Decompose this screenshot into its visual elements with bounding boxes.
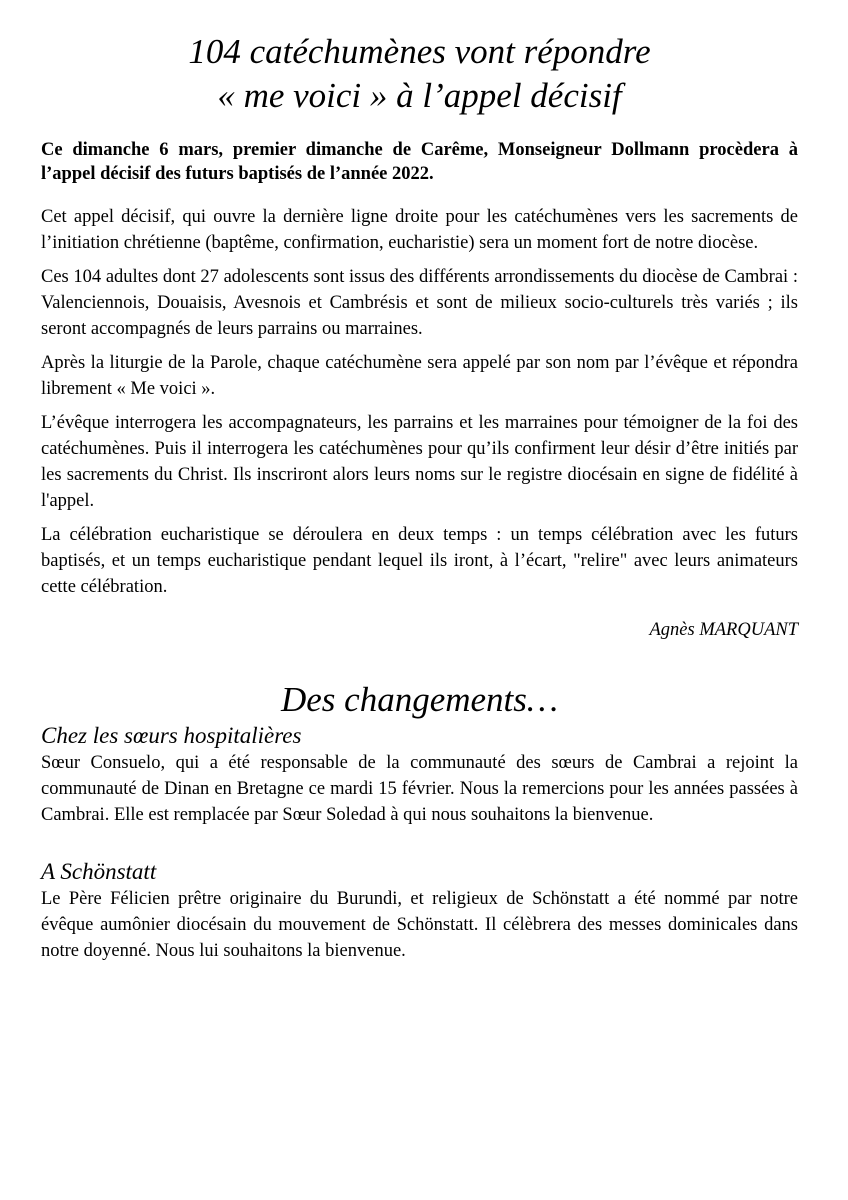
- article-title: [41, 30, 798, 118]
- page: [41, 30, 798, 964]
- article-title-line-2: « me voici » à l’appel décisif: [217, 76, 622, 115]
- author-signature: Agnès MARQUANT: [649, 620, 798, 640]
- article-paragraph-2: Ces 104 adultes dont 27 adolescents sont issus des différents arrondissements du diocèse de Cambrai : Valenciennois, Douaisis, Avesnois et Cambrésis et sont de milieux socio-culturels très variés ; ils seront accompagnés de leurs parrains ou marraines.: [41, 267, 798, 339]
- changes-title: Des changements…: [280, 680, 559, 719]
- article-title-line-1: 104 catéchumènes vont répondre: [188, 32, 651, 71]
- article-paragraph-5: La célébration eucharistique se déroulera en deux temps : un temps célébration avec les futurs baptisés, et un temps eucharistique pendant lequel ils iront, à l’écart, "relire" avec leurs animateurs cette célébration.: [41, 525, 798, 597]
- section-text-schonstatt: Le Père Félicien prêtre originaire du Burundi, et religieux de Schönstatt a été nommé par notre évêque aumônier diocésain du mouvement de Schönstatt. Il célèbrera des messes dominicales dans notre doyenné. Nous lui souhaitons la bienvenue.: [41, 889, 798, 961]
- section-heading-schonstatt: A Schönstatt: [41, 859, 157, 884]
- section-text-soeurs: Sœur Consuelo, qui a été responsable de la communauté des sœurs de Cambrai a rejoint la communauté de Dinan en Bretagne ce mardi 15 février. Nous la remercions pour les années passées à Cambrai. Elle est remplacée par Sœur Soledad à qui nous souhaitons la bienvenue.: [41, 753, 798, 825]
- article-paragraph-4: L’évêque interrogera les accompagnateurs, les parrains et les marraines pour témoigner de la foi des catéchumènes. Puis il interrogera les catéchumènes pour qu’ils confirment leur désir d’être initiés par les sacrements du Christ. Ils inscriront alors leurs noms sur le registre diocésain en signe de fidélité à l'appel.: [41, 413, 798, 511]
- article-paragraph-3: Après la liturgie de la Parole, chaque catéchumène sera appelé par son nom par l’évêque et répondra librement « Me voici ».: [41, 353, 798, 399]
- article-lead: Ce dimanche 6 mars, premier dimanche de Carême, Monseigneur Dollmann procèdera à l’appel décisif des futurs baptisés de l’année 2022.: [41, 140, 798, 184]
- article-paragraph-1: Cet appel décisif, qui ouvre la dernière ligne droite pour les catéchumènes vers les sacrements de l’initiation chrétienne (baptême, confirmation, eucharistie) sera un moment fort de notre diocèse.: [41, 207, 798, 253]
- section-heading-soeurs: Chez les sœurs hospitalières: [41, 723, 302, 748]
